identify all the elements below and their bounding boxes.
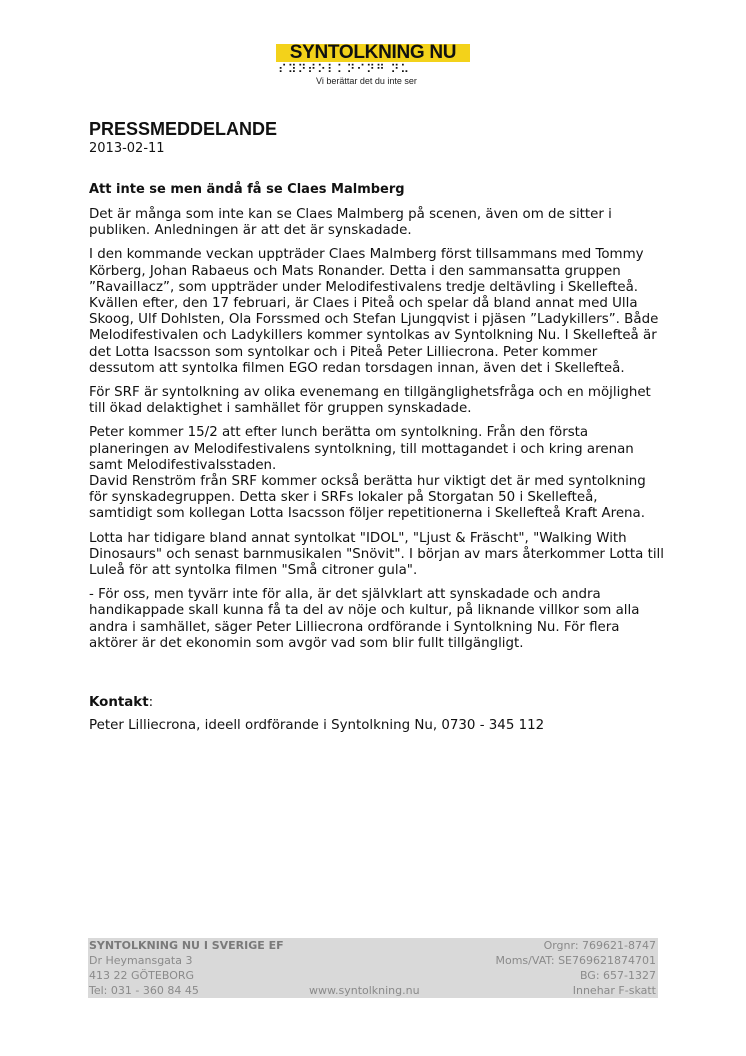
logo-tagline: Vi berättar det du inte ser <box>316 76 417 86</box>
press-release-body <box>89 118 664 734</box>
footer-bg: BG: 657-1327 <box>579 969 656 982</box>
logo-title: SYNTOLKNING NU <box>289 42 457 63</box>
paragraph-lotta: Lotta har tidigare bland annat syntolkat "IDOL", "Ljust & Fräscht", "Walking With Dinosaurs" och senast barnmusikalen "Snövit". I början av mars återkommer Lotta till Luleå för att syntolka filmen "Små citroner gula". <box>89 530 664 579</box>
paragraph-lecture: Peter kommer 15/2 att efter lunch berätta om syntolkning. Från den första planeringen av Melodifestivalens syntolkning, till mottagandet i och kring arenan samt Melodifestivalsstaden. <box>89 425 634 473</box>
footer-website: www.syntolkning.nu <box>309 984 420 997</box>
footer <box>88 938 658 998</box>
footer-orgnr: Orgnr: 769621-8747 <box>543 939 656 952</box>
footer-vat: Moms/VAT: SE769621874701 <box>495 954 656 967</box>
paragraph-intro: Det är många som inte kan se Claes Malmberg på scenen, även om de sitter i publiken. Anledningen är att det är synskadade. <box>89 207 612 239</box>
paragraph-quote: - För oss, men tyvärr inte för alla, är det självklart att synskadade och andra handikappade skall kunna få ta del av nöje och kultur, på liknande villkor som alla andra i samhället, säger Peter Lilliecrona ordförande i Syntolkning Nu. För flera aktörer är det ekonomin som avgör vad som blir fullt tillgängligt. <box>89 587 640 651</box>
logo-braille: ⠎⠽⠝⠞⠕⠇⠅⠝⠊⠝⠛ ⠝⠥ <box>278 62 411 76</box>
paragraph-david: David Renström från SRF kommer också berätta hur viktigt det är med syntolkning för synskadegruppen. Detta sker i SRFs lokaler på Storgatan 50 i Skellefteå, samtidigt som kollegan Lotta Isacsson följer repetitionerna i Skellefteå Kraft Arena. <box>89 474 646 522</box>
contact-colon: : <box>148 695 154 711</box>
footer-postal: 413 22 GÖTEBORG <box>89 969 195 982</box>
logo <box>276 42 470 90</box>
paragraph-schedule: I den kommande veckan uppträder Claes Malmberg först tillsammans med Tommy Körberg, Johan Rabaeus och Mats Ronander. Detta i den sammansatta gruppen ”Ravaillacz”, som uppträder under Melodifestivalens tredje deltävling i Skellefteå. Kvällen efter, den 17 februari, är Claes i Piteå och spelar då bland annat med Ulla Skoog, Ulf Dohlsten, Ola Forssmed och Stefan Ljungqvist i pjäsen ”Ladykillers”. Både Melodifestivalen och Ladykillers kommer syntolkas av Syntolkning Nu. I Skellefteå är det Lotta Isacsson som syntolkar och i Piteå Peter Lilliecrona. Peter kommer dessutom att syntolka filmen EGO redan torsdagen innan, även det i Skellefteå. <box>89 247 659 376</box>
contact-details: Peter Lilliecrona, ideell ordförande i Syntolkning Nu, 0730 - 345 112 <box>89 718 545 734</box>
contact-label: Kontakt <box>89 695 149 711</box>
article-title: Att inte se men ändå få se Claes Malmberg <box>89 182 405 197</box>
footer-street: Dr Heymansgata 3 <box>89 954 193 967</box>
footer-phone: Tel: 031 - 360 84 45 <box>89 984 199 997</box>
document-heading: PRESSMEDDELANDE <box>89 119 278 139</box>
footer-fskatt: Innehar F-skatt <box>572 984 656 997</box>
footer-org: SYNTOLKNING NU I SVERIGE EF <box>89 939 284 952</box>
release-date: 2013-02-11 <box>89 141 165 156</box>
paragraph-srf: För SRF är syntolkning av olika evenemang en tillgänglighetsfråga och en möjlighet till ökad delaktighet i samhället för gruppen synskadade. <box>89 385 651 417</box>
contact-heading <box>89 694 664 711</box>
